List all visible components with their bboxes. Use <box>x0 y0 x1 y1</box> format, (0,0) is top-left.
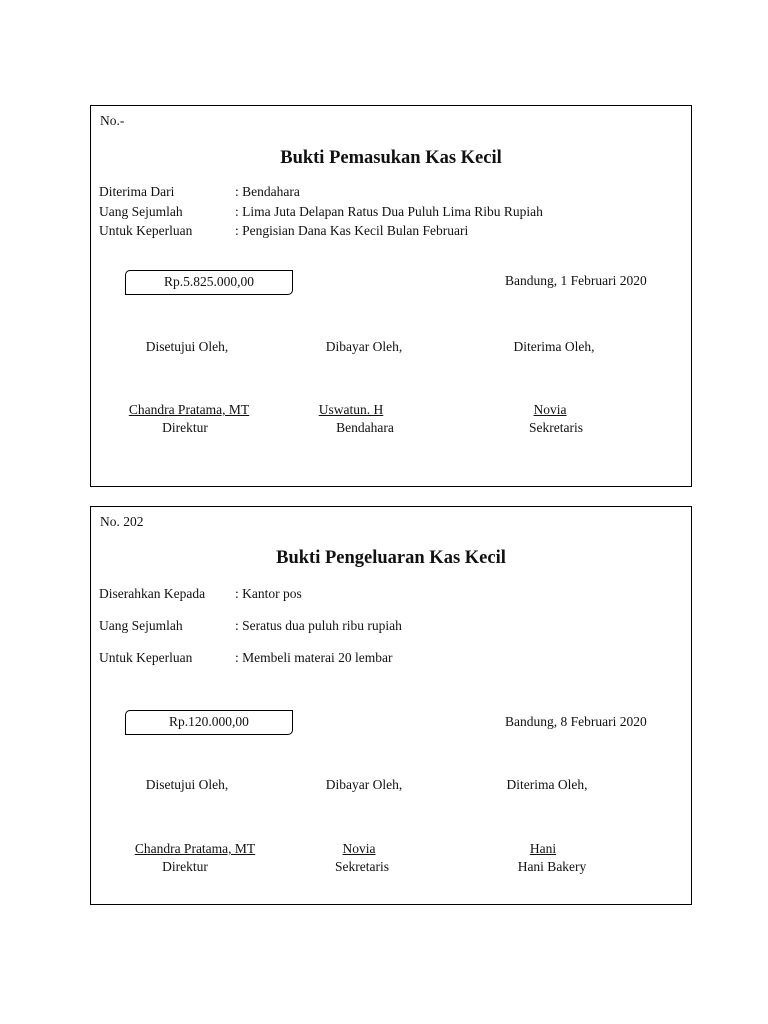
field-label-received-from: Diterima Dari <box>99 184 175 199</box>
approved-by-heading: Disetujui Oleh, <box>145 777 229 792</box>
field-value-amount-words: : Lima Juta Delapan Ratus Dua Puluh Lima Ribu Rupiah <box>235 204 543 219</box>
paid-by-heading: Dibayar Oleh, <box>325 339 403 354</box>
paid-by-heading: Dibayar Oleh, <box>325 777 403 792</box>
amount-box: Rp.5.825.000,00 <box>125 270 293 295</box>
voucher-title: Bukti Pengeluaran Kas Kecil <box>276 548 506 568</box>
receipt-voucher <box>90 105 692 487</box>
field-label-amount-words: Uang Sejumlah <box>99 618 183 633</box>
payer-name: Uswatun. H <box>318 402 384 417</box>
voucher-number: No. 202 <box>100 514 144 529</box>
field-value-received-from: : Bendahara <box>235 184 300 199</box>
voucher-number: No.- <box>100 113 125 128</box>
payer-role: Sekretaris <box>335 859 389 874</box>
disbursement-voucher <box>90 506 692 905</box>
approved-by-heading: Disetujui Oleh, <box>145 339 229 354</box>
amount-box: Rp.120.000,00 <box>125 710 293 735</box>
approver-role: Direktur <box>162 859 208 874</box>
field-value-handed-to: : Kantor pos <box>235 586 302 601</box>
received-by-heading: Diterima Oleh, <box>513 339 595 354</box>
approver-role: Direktur <box>162 420 208 435</box>
receiver-role: Hani Bakery <box>517 859 587 874</box>
receiver-name: Novia <box>533 402 567 417</box>
field-label-purpose: Untuk Keperluan <box>99 650 193 665</box>
payer-role: Bendahara <box>336 420 394 435</box>
field-value-amount-words: : Seratus dua puluh ribu rupiah <box>235 618 402 633</box>
receiver-name: Hani <box>529 841 557 856</box>
approver-name: Chandra Pratama, MT <box>134 841 256 856</box>
received-by-heading: Diterima Oleh, <box>506 777 588 792</box>
field-label-handed-to: Diserahkan Kepada <box>99 586 206 601</box>
voucher-title: Bukti Pemasukan Kas Kecil <box>280 148 502 168</box>
place-date: Bandung, 8 Februari 2020 <box>505 714 647 729</box>
receiver-role: Sekretaris <box>529 420 583 435</box>
field-label-purpose: Untuk Keperluan <box>99 223 193 238</box>
field-value-purpose: : Pengisian Dana Kas Kecil Bulan Februari <box>235 223 469 238</box>
approver-name: Chandra Pratama, MT <box>128 402 250 417</box>
field-value-purpose: : Membeli materai 20 lembar <box>235 650 393 665</box>
field-label-amount-words: Uang Sejumlah <box>99 204 183 219</box>
place-date: Bandung, 1 Februari 2020 <box>505 273 647 288</box>
payer-name: Novia <box>342 841 376 856</box>
